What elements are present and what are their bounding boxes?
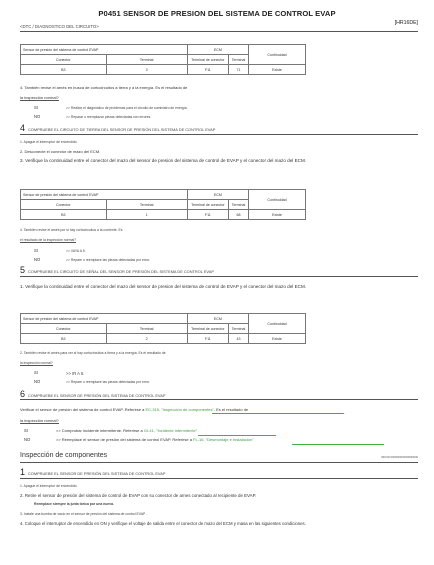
continuity-table-1 <box>20 44 306 75</box>
document-page: P0451 SENSOR DE PRESION DEL SISTEMA DE CONTROL EVAP [HR16DE] <DTC / DIAGNOSTICO DEL CIRCUITO> Sensor de presión del sistema de control EVAP ECM Continuidad Conector Terminal Terminal de conector Terminal B3 3 F11 71 Existe 4. También revise el arnés en busca de cortocircuitos a tierra y a la energía. Es el resultado de la inspección normal? SI >> Realice el diagnóstico de problemas para el circuito de suministro de energía. NO >> Reparar o reemplazar piezas detectadas con errores. 4 COMPRUEBE EL CIRCUITO DE TIERRA DEL SENSOR DE PRESIÓN DEL SISTEMA DE CONTROL EVAP 1. Apague el interruptor de encendido. 2. Desconecte el conector de mazo del ECM. 3. Verifique la continuidad entre el conector del mazo del sensor de presion del sistema de control de EVAP y el conector del mazo del ECM. Sensor de presión del sistema de control EVAP ECM Continuidad Conector Terminal Terminal de conector Terminal B3 1 F11 68 Existe 4. También revise el arnés por si hay cortocircuitos a la corriente. Es el resultado de la inspección normal? SI >> VAYA A 5. NO >> Repare o reemplace las piezas detectadas por error. 5 COMPRUEBE EL CIRCUITO DE SEÑAL DEL SENSOR DE PRESIÓN DEL SISTEMA DE CONTROL EVAP 1. Verifique la continuidad entre el conector del mazo del sensor de presion del sistema de control de EVAP y el conector del mazo del ECM. Sensor de presión del sistema de control EVAP ECM Continuidad Conector Terminal Terminal de conector Terminal B3 2 F11 43 Existe 2. También revise el arnés para ver si hay cortocircuitos a tierra y a la energía. Es el resultado de la inspección normal? SI >> IR A 6. NO >> Repare o reemplace las piezas detectadas por error. 6 COMPRUEBE EL SENSOR DE PRESIÓN DEL SISTEMA DE CONTROL EVAP Verificar el sensor de presión del sistema de control EVAP. Referirse a EC-315, "Inspección de componentes". Es el resultado de la inspección normal? SI >> Comprobar incidente intermitente. Referirse a GI-41, "Incidente intermitente" NO >> Reemplace el sensor de presión del sistema de control EVAP. Referirse a FL-16, "Desmontaje e Instalación" Inspección de componentes INFOID:0000000000000000000 1 COMPRUEBE EL SENSOR DE PRESIÓN DEL SISTEMA DE CONTROL EVAP 1. Apague el interruptor de encendido. 2. Retire el sensor de presión del sistema de control de EVAP con su conector de arnes conectado al recipiente de EVAP. Reemplace siempre la junta tórica por una nueva. 3. Instale una bomba de vacío en el sensor de presión del sistema de control EVAP . 4. Coloque el interruptor de encendido en ON y verifique el voltaje de salida entre el conector de mazo del ECM y masa en las siguientes condiciones. <box>0 0 434 565</box>
info-id: INFOID:0000000000000000000 <box>381 456 418 459</box>
th-ecm: ECM <box>187 45 248 55</box>
components-heading: Inspección de componentes <box>20 452 108 459</box>
step-number-6: 6 <box>20 389 26 399</box>
step3-check: 4. También revise el arnés en busca de cortocircuitos a tierra y a la energía. Es el resultado de <box>20 85 188 90</box>
step4-title: COMPRUEBE EL CIRCUITO DE TIERRA DEL SENSOR DE PRESIÓN DEL SISTEMA DE CONTROL EVAP <box>28 127 216 132</box>
link-ec-315[interactable]: EC-315, "Inspección de componentes" <box>145 407 214 412</box>
table-row: B3 3 F11 71 Existe <box>21 65 306 75</box>
step5-title: COMPRUEBE EL CIRCUITO DE SEÑAL DEL SENSOR DE PRESIÓN DEL SISTEMA DE CONTROL EVAP <box>28 269 214 274</box>
section-subtitle: <DTC / DIAGNOSTICO DEL CIRCUITO> <box>20 24 99 29</box>
continuity-table-2: Sensor de presión del sistema de control EVAP ECM Continuidad Conector Terminal Terminal de conector Terminal B3 1 F11 68 Existe <box>20 189 306 220</box>
table-row: B3 1 F11 68 Existe <box>21 210 306 220</box>
header-rule <box>20 31 418 32</box>
step-number-5: 5 <box>20 265 26 275</box>
link-gi-41[interactable]: GI-41, "Incidente intermitente" <box>143 428 198 433</box>
step6-title: COMPRUEBE EL SENSOR DE PRESIÓN DEL SISTEMA DE CONTROL EVAP <box>28 393 166 398</box>
th-continuity: Continuidad <box>249 45 306 65</box>
step-number-4: 4 <box>20 123 26 133</box>
table-row: B3 2 F11 43 Existe <box>21 334 306 344</box>
continuity-table-3: Sensor de presión del sistema de control EVAP ECM Continuidad Conector Terminal Terminal de conector Terminal B3 2 F11 43 Existe <box>20 313 306 344</box>
th-ecm-terminal: Terminal <box>228 55 248 65</box>
comp-step-number-1: 1 <box>20 467 26 477</box>
comp-step1-title: COMPRUEBE EL SENSOR DE PRESIÓN DEL SISTEMA DE CONTROL EVAP <box>28 471 166 476</box>
page-title: P0451 SENSOR DE PRESION DEL SISTEMA DE CONTROL EVAP <box>98 9 336 18</box>
link-fl-16[interactable]: FL-16, "Desmontaje e Instalación" <box>193 437 254 442</box>
th-terminal: Terminal <box>106 55 187 65</box>
model-code: [HR16DE] <box>394 20 418 26</box>
th-connector: Conector <box>21 55 107 65</box>
th-sensor: Sensor de presión del sistema de control EVAP <box>21 45 188 55</box>
th-ecm-connector: Terminal de conector <box>187 55 228 65</box>
step3-result: la inspección normal? <box>20 95 59 100</box>
